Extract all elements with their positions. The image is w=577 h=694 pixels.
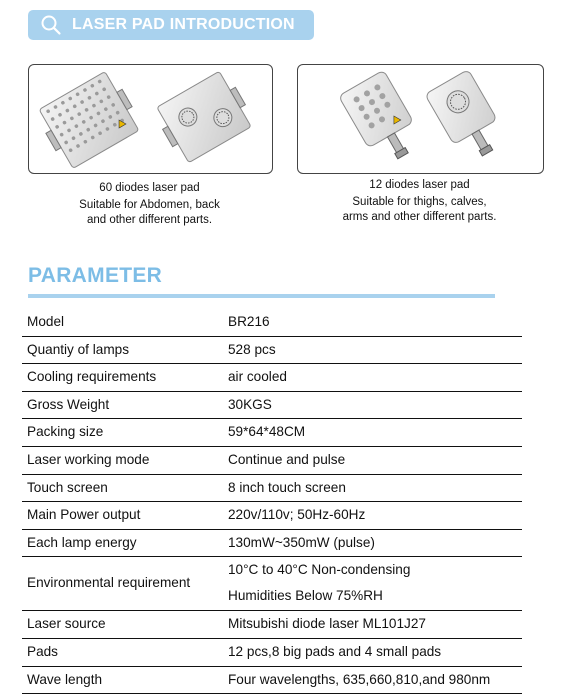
row-value: Four wavelengths, 635,660,810,and 980nm xyxy=(228,671,491,687)
row-label: Cooling requirements xyxy=(27,369,157,385)
table-row xyxy=(22,419,522,447)
row-value: 220v/110v; 50Hz-60Hz xyxy=(228,507,366,523)
pad-description: Suitable for thighs, calves, arms and other different parts. xyxy=(342,196,497,223)
pad-name: 12 diodes laser pad xyxy=(369,179,470,191)
table-row xyxy=(22,667,522,694)
row-value: Continue and pulse xyxy=(228,451,346,467)
row-value: 30KGS xyxy=(228,396,272,412)
row-label: Touch screen xyxy=(27,479,108,495)
row-label: Packing size xyxy=(27,424,104,440)
row-value: 8 inch touch screen xyxy=(228,479,346,495)
table-row xyxy=(22,447,522,475)
table-row xyxy=(22,502,522,530)
row-value: 59*64*48CM xyxy=(228,424,306,440)
pad-caption-60-diodes xyxy=(28,181,271,228)
row-value: BR216 xyxy=(228,314,270,329)
section-header-laser-pad xyxy=(28,10,314,40)
row-label: Wave length xyxy=(27,671,103,687)
table-row xyxy=(22,309,522,337)
table-row xyxy=(22,611,522,639)
pad-12-front xyxy=(338,70,425,169)
table-row xyxy=(22,392,522,420)
row-label: Environmental requirement xyxy=(27,575,191,591)
row-value: 528 pcs xyxy=(228,341,276,357)
pad-name: 60 diodes laser pad xyxy=(99,182,200,194)
pad-image-60-diodes xyxy=(28,64,273,174)
parameter-divider xyxy=(28,294,495,298)
row-label: Each lamp energy xyxy=(27,534,137,550)
table-row xyxy=(22,475,522,503)
row-label: Pads xyxy=(27,643,58,659)
row-label: Main Power output xyxy=(27,507,141,523)
table-row xyxy=(22,557,522,611)
table-row xyxy=(22,337,522,365)
row-label: Model xyxy=(27,314,65,329)
row-label: Laser working mode xyxy=(27,451,150,467)
row-value: 12 pcs,8 big pads and 4 small pads xyxy=(228,643,442,659)
row-label: Quantiy of lamps xyxy=(27,341,129,357)
row-value: Mitsubishi diode laser ML101J27 xyxy=(228,616,426,632)
table-row xyxy=(22,639,522,667)
row-value-secondary: Humidities Below 75%RH xyxy=(228,588,383,604)
table-row xyxy=(22,364,522,392)
pad-description: Suitable for Abdomen, back and other different parts. xyxy=(79,199,220,226)
row-label: Gross Weight xyxy=(27,396,110,412)
table-row xyxy=(22,530,522,558)
parameter-heading: PARAMETER xyxy=(28,264,163,287)
pad-caption-12-diodes xyxy=(297,178,542,225)
search-icon xyxy=(40,14,62,36)
parameter-table xyxy=(22,309,522,694)
row-value: 10°C to 40°C Non-condensing xyxy=(228,562,411,578)
row-label: Laser source xyxy=(27,616,106,632)
pad-image-12-diodes xyxy=(297,64,544,174)
pad-60-back xyxy=(152,68,257,165)
row-value: air cooled xyxy=(228,369,287,385)
section-title: LASER PAD INTRODUCTION xyxy=(72,16,295,33)
row-value: 130mW~350mW (pulse) xyxy=(228,534,375,550)
pad-60-front xyxy=(34,69,144,172)
pad-12-back xyxy=(425,69,509,165)
